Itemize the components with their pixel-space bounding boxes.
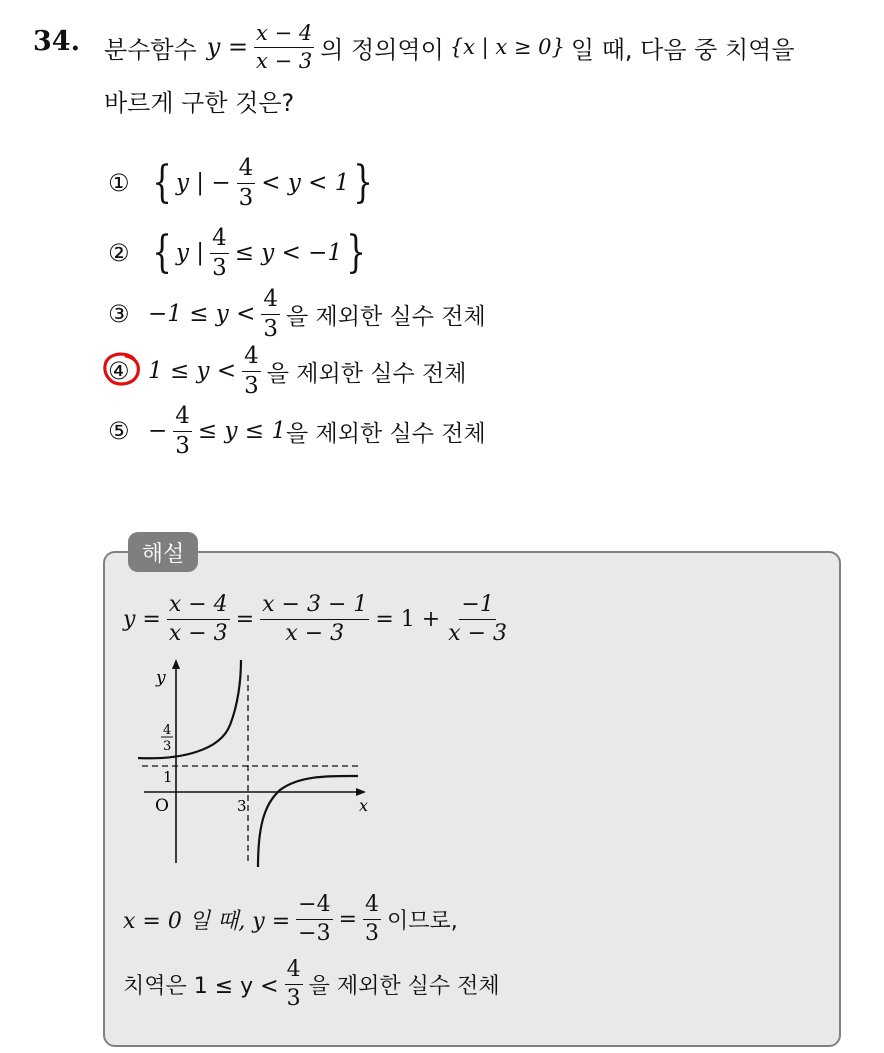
option-marker: ② [108,239,130,267]
solution-line-2 [123,888,458,950]
y-axis-label: y [156,668,166,688]
fraction-numerator: −4 [296,893,332,919]
eq-lhs: y = [123,606,161,632]
domain-text: 의 정의역이 [320,35,444,64]
line2-post: 이므로, [387,908,458,934]
curve-right-branch [258,776,358,867]
option-expr-pre: 1 ≤ y < [148,358,237,384]
hyperbola-graph [130,655,380,870]
fraction-numerator: 4 [285,958,303,984]
fraction-numerator: x − 3 − 1 [260,593,369,619]
option-fraction [242,344,261,397]
solution-line-3 [123,953,500,1015]
selection-circle-mark [101,350,143,388]
option-marker: ⑤ [108,417,130,445]
fraction-denominator: x − 3 [168,620,228,646]
fraction-denominator: x − 3 [256,48,313,73]
fraction-denominator: 3 [175,432,190,459]
domain-set: {x | x ≥ 0} [449,35,565,59]
option-4[interactable] [108,345,466,397]
option-1[interactable] [108,157,377,209]
fraction-numerator: x − 4 [254,22,314,47]
line3-pre: 치역은 1 ≤ y < [123,973,279,999]
fraction-numerator: x − 4 [167,593,230,619]
fraction-denominator: 3 [212,254,227,281]
option-expr-pre: − [148,418,168,444]
option-expr-post: < y < 1 [261,170,350,196]
line2-fraction-2 [363,893,381,944]
option-text: 을 제외한 실수 전체 [286,303,486,330]
tick-x-3: 3 [237,797,247,815]
fraction-numerator: 4 [173,404,192,431]
question-line-2: 바르게 구한 것은? [104,89,295,117]
line3-post: 을 제외한 실수 전체 [308,973,500,999]
left-brace: { [152,227,172,278]
fraction-numerator: 4 [242,344,261,371]
option-expr-pre: y | [176,240,205,266]
option-fraction [237,156,256,209]
option-expr-post: ≤ y ≤ 1 [197,418,287,444]
fraction-denominator: 3 [365,920,380,946]
tick-y-4-3-num: 4 [163,723,172,738]
fraction-denominator: x − 3 [285,620,345,646]
fraction-denominator: 3 [263,315,279,342]
option-expr-pre: y | − [176,170,231,196]
option-text: 을 제외한 실수 전체 [286,420,486,447]
solution-equation [123,587,515,651]
fraction-numerator: −1 [459,593,495,619]
option-fraction [210,226,229,279]
line2-equals: = [338,906,358,932]
origin-label: O [155,796,169,816]
tick-y-1: 1 [163,768,173,786]
eq-fraction-3 [446,593,509,644]
eq-fraction-2 [260,593,369,644]
fraction-numerator: 4 [237,156,256,183]
option-5[interactable] [108,405,486,457]
curve-left-branch [138,660,241,758]
eq-fraction-1 [167,593,230,644]
question-line-1 [104,22,795,72]
question-number: 34. [33,26,80,57]
x-axis-label: x [359,796,369,815]
right-brace: } [353,157,374,208]
option-fraction [173,404,192,457]
option-2[interactable] [108,227,370,279]
eq-equals: = [235,606,255,632]
left-brace: { [152,157,172,208]
question-suffix: 일 때, 다음 중 치역을 [570,35,795,64]
fraction-denominator: 3 [244,372,259,399]
eq-equals-one-plus: = 1 + [375,606,441,632]
option-3[interactable] [108,288,486,340]
option-fraction [261,287,280,340]
fraction-numerator: 4 [210,226,229,253]
option-marker: ④ [108,357,130,385]
line2-fraction-1 [296,893,332,944]
fraction-numerator: 4 [261,287,280,314]
fraction-denominator: −3 [298,920,331,946]
option-expr-post: ≤ y < −1 [234,240,343,266]
option-marker: ① [108,169,130,197]
question-prefix: 분수함수 [104,35,197,64]
tick-y-4-3-den: 3 [163,739,172,754]
function-lhs: y = [206,33,249,61]
line3-fraction [285,958,303,1009]
solution-tag: 해설 [128,532,198,572]
right-brace: } [346,227,366,278]
option-text: 을 제외한 실수 전체 [266,360,467,387]
fraction-denominator: x − 3 [448,620,508,646]
option-expr-pre: −1 ≤ y < [148,301,256,327]
fraction-numerator: 4 [363,893,381,919]
option-marker: ③ [108,300,130,328]
y-axis-arrow [172,659,180,669]
fraction-denominator: 3 [238,184,254,211]
fraction-denominator: 3 [286,985,301,1011]
x-axis-arrow [356,788,366,796]
function-fraction [254,22,314,71]
line2-pre: x = 0 일 때, y = [123,908,291,934]
